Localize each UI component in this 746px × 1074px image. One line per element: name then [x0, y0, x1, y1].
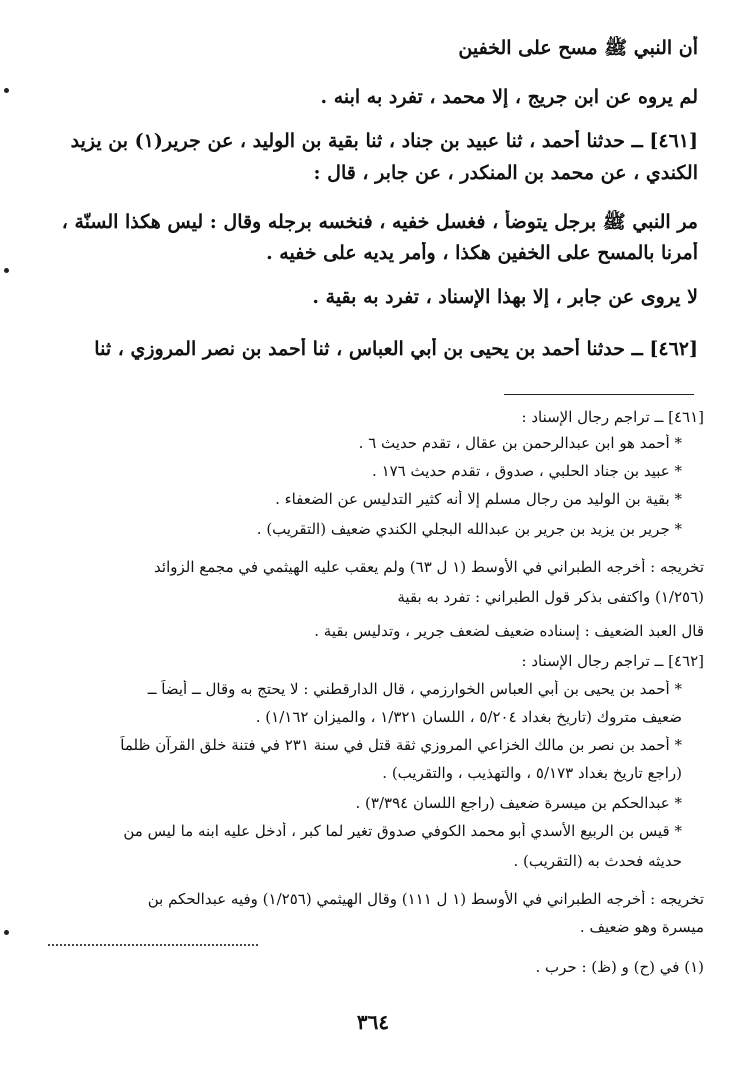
note-line: حديثه فحدث به (التقريب) .: [513, 852, 682, 870]
note-line: (١/٢٥٦) واكتفى بذكر قول الطبراني : تفرد به بقية: [397, 588, 704, 606]
note-line: تخريجه : أخرجه الطبراني في الأوسط (١ ل ١١١) وقال الهيثمي (١/٢٥٦) وفيه عبدالحكم بن: [147, 890, 704, 908]
note-line: * جرير بن يزيد بن جرير بن عبدالله البجلي الكندي ضعيف (التقريب) .: [256, 520, 682, 538]
note-line: قال العبد الضعيف : إسناده ضعيف لضعف جرير ، وتدليس بقية .: [314, 622, 704, 640]
main-line: أمرنا بالمسح على الخفين هكذا ، وأمر يديه على خفيه .: [266, 242, 698, 264]
note-line: * عبيد بن جناد الحلبي ، صدوق ، تقدم حديث ١٧٦ .: [372, 462, 682, 480]
note-line: * قيس بن الربيع الأسدي أبو محمد الكوفي صدوق تغير لما كبر ، أدخل عليه ابنه ما ليس من: [123, 822, 682, 840]
main-line: مر النبي ﷺ برجل يتوضأ ، فغسل خفيه ، فنخسه برجله وقال : ليس هكذا السنّة ،: [61, 211, 698, 233]
note-line: ضعيف متروك (تاريخ بغداد ٥/٢٠٤ ، اللسان ١/٣٢١ ، والميزان ١/١٦٢) .: [255, 708, 682, 726]
footnote-dots: [48, 944, 258, 946]
main-line: لا يروى عن جابر ، إلا بهذا الإسناد ، تفرد به بقية .: [312, 286, 698, 308]
main-line: أن النبي ﷺ مسح على الخفين: [458, 37, 698, 59]
margin-mark: [4, 930, 9, 935]
main-line: [٤٦٢] ــ حدثنا أحمد بن يحيى بن أبي العباس ، ثنا أحمد بن نصر المروزي ، ثنا: [94, 338, 698, 360]
note-line: * بقية بن الوليد من رجال مسلم إلا أنه كثير التدليس عن الضعفاء .: [275, 490, 682, 508]
main-line: لم يروه عن ابن جريج ، إلا محمد ، تفرد به ابنه .: [320, 86, 698, 108]
note-line: * أحمد بن يحيى بن أبي العباس الخوارزمي ، قال الدارقطني : لا يحتج به وقال ــ أيضاً ــ: [147, 680, 682, 698]
main-line: الكندي ، عن محمد بن المنكدر ، عن جابر ، قال :: [313, 162, 698, 184]
margin-mark: [4, 268, 9, 273]
note-line: * أحمد هو ابن عبدالرحمن بن عقال ، تقدم حديث ٦ .: [358, 434, 682, 452]
main-line: [٤٦١] ــ حدثنا أحمد ، ثنا عبيد بن جناد ، ثنا بقية بن الوليد ، عن جرير(١) بن يزيد: [70, 130, 698, 152]
note-line: ميسرة وهو ضعيف .: [579, 918, 704, 936]
note-line: (١) في (ح) و (ظ) : حرب .: [535, 958, 704, 976]
note-line: تخريجه : أخرجه الطبراني في الأوسط (١ ل ٦٣) ولم يعقب عليه الهيثمي في مجمع الزوائد: [154, 558, 704, 576]
footnote-rule: [504, 394, 694, 395]
note-line: * أحمد بن نصر بن مالك الخزاعي المروزي ثقة قتل في سنة ٢٣١ في فتنة خلق القرآن ظلماً: [120, 736, 682, 754]
note-line: [٤٦٢] ــ تراجم رجال الإسناد :: [521, 652, 704, 670]
margin-mark: [4, 88, 9, 93]
note-line: (راجع تاريخ بغداد ٥/١٧٣ ، والتهذيب ، والتقريب) .: [382, 764, 682, 782]
note-line: [٤٦١] ــ تراجم رجال الإسناد :: [521, 408, 704, 426]
page-number: ٣٦٤: [356, 1010, 390, 1034]
note-line: * عبدالحكم بن ميسرة ضعيف (راجع اللسان ٣/٣٩٤) .: [355, 794, 682, 812]
